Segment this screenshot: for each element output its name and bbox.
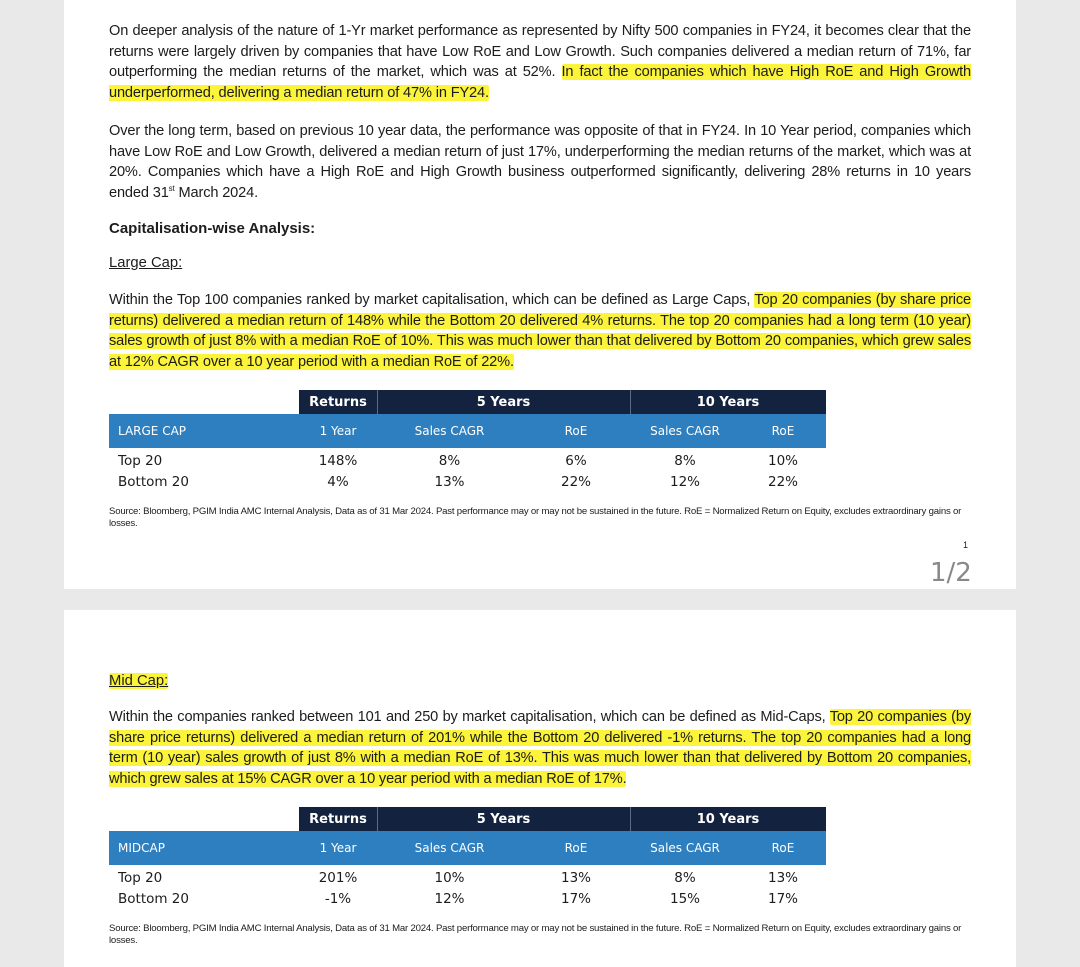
table-cell: -1% <box>324 891 352 907</box>
highlighted-text: In fact the companies which have High RoE and High Growth underperformed, delivering a median return of 47% in FY24. <box>109 64 971 101</box>
document-page-1 <box>64 0 1016 589</box>
table-cell: 22% <box>560 474 591 490</box>
mid-cap-subheading <box>109 673 168 689</box>
col-10y-roe: RoE <box>771 424 795 438</box>
row-label: Top 20 <box>118 452 163 469</box>
table-cell: 8% <box>438 452 461 469</box>
table-group-header <box>299 807 826 831</box>
source-footnote: Source: Bloomberg, PGIM India AMC Internal Analysis, Data as of 31 Mar 2024. Past performance may or may not be sustained in the future. RoE = Normalized Return on Equity, excludes extraordinary gains or losses. <box>109 506 962 529</box>
paragraph-text: Within the Top 100 companies ranked by market capitalisation, which can be defined as Large Caps, <box>109 292 755 308</box>
analysis-paragraph-long-term <box>109 121 971 203</box>
table-label: MIDCAP <box>118 841 165 855</box>
table-label: LARGE CAP <box>118 424 187 438</box>
group-10-years: 10 Years <box>696 811 760 827</box>
highlighted-text: Top 20 companies (by share price returns) delivered a median return of 201% while the Bottom 20 delivered -1% returns. The top 20 companies had a long term (10 year) sales growth of just 8% with a median RoE of 13%. This was much lower than that delivered by Bottom 20 companies, which grew sales at 15% CAGR over a 10 year period with a median RoE of 17%. <box>109 709 971 787</box>
highlighted-text: Top 20 companies (by share price returns) delivered a median return of 148% while the Bottom 20 delivered 4% returns. The top 20 companies had a long term (10 year) sales growth of just 8% with a median RoE of 10%. This was much lower than that delivered by Bottom 20 companies, which grew sales at 12% CAGR over a 10 year period with a median RoE of 22%. <box>109 292 971 370</box>
table-cell: 22% <box>767 474 798 490</box>
page-number: 1 <box>963 540 969 550</box>
table-cell: 17% <box>767 891 798 907</box>
table-column-header <box>109 831 826 865</box>
col-1-year: 1 Year <box>319 841 357 855</box>
paragraph-text: Within the companies ranked between 101 and 250 by market capitalisation, which can be defined as Mid-Caps, <box>109 709 830 725</box>
col-1-year: 1 Year <box>319 424 357 438</box>
large-cap-table <box>109 390 826 504</box>
table-cell: 13% <box>560 869 591 886</box>
table-cell: 15% <box>669 891 700 907</box>
table-cell: 10% <box>434 869 465 886</box>
group-returns: Returns <box>309 394 367 410</box>
table-column-header <box>109 414 826 448</box>
group-10-years: 10 Years <box>696 394 760 410</box>
col-5y-roe: RoE <box>564 841 588 855</box>
row-label: Bottom 20 <box>118 474 189 490</box>
paragraph-text: On deeper analysis of the nature of 1-Yr market performance as represented by Nifty 500 companies in FY24, it becomes clear that the returns were largely driven by companies that have Low RoE and Low Growth. Such companies delivered a median return of 71%, far outperforming the median returns of the market, which was at 52%. <box>109 23 971 80</box>
section-heading: Capitalisation-wise Analysis: <box>109 220 316 237</box>
group-5-years: 5 Years <box>476 811 531 827</box>
paragraph-text: March 2024. <box>174 184 258 201</box>
highlighted-text: Mid Cap: <box>109 673 169 689</box>
mid-cap-table <box>109 807 826 921</box>
table-cell: 148% <box>318 452 358 469</box>
table-row <box>109 470 826 494</box>
table-cell: 17% <box>560 891 591 907</box>
analysis-paragraph-fy24 <box>109 21 971 103</box>
table-cell: 4% <box>327 474 349 490</box>
col-10y-sales-cagr: Sales CAGR <box>650 841 720 855</box>
table-row <box>109 887 826 911</box>
group-5-years: 5 Years <box>476 394 531 410</box>
page-counter: 1/2 <box>930 558 972 588</box>
large-cap-paragraph <box>109 290 971 372</box>
table-group-header <box>299 390 826 414</box>
col-10y-roe: RoE <box>771 841 795 855</box>
col-5y-roe: RoE <box>564 424 588 438</box>
col-10y-sales-cagr: Sales CAGR <box>650 424 720 438</box>
table-cell: 13% <box>767 869 798 886</box>
mid-cap-paragraph <box>109 707 971 789</box>
paragraph-text: Over the long term, based on previous 10 year data, the performance was opposite of that in FY24. In 10 Year period, companies which have Low RoE and Low Growth, delivered a median return of just 17%, underperforming the median returns of the market, which was at 20%. Companies which have a High RoE and High Growth business outperformed significantly, delivering 28% returns in 10 years ended 31 <box>109 123 971 201</box>
table-cell: 10% <box>767 452 798 469</box>
table-cell: 8% <box>674 452 696 469</box>
document-page-2 <box>64 610 1016 967</box>
col-5y-sales-cagr: Sales CAGR <box>414 841 485 855</box>
table-cell: 13% <box>434 474 465 490</box>
table-cell: 12% <box>669 474 700 490</box>
col-5y-sales-cagr: Sales CAGR <box>414 424 485 438</box>
superscript-text: st <box>168 183 175 193</box>
table-cell: 201% <box>318 869 358 886</box>
table-cell: 6% <box>565 452 587 469</box>
row-label: Top 20 <box>118 869 163 886</box>
large-cap-subheading: Large Cap: <box>109 255 183 271</box>
group-returns: Returns <box>309 811 367 827</box>
table-cell: 8% <box>674 869 696 886</box>
table-cell: 12% <box>434 891 465 907</box>
source-footnote: Source: Bloomberg, PGIM India AMC Internal Analysis, Data as of 31 Mar 2024. Past performance may or may not be sustained in the future. RoE = Normalized Return on Equity, excludes extraordinary gains or losses. <box>109 923 962 946</box>
row-label: Bottom 20 <box>118 891 189 907</box>
